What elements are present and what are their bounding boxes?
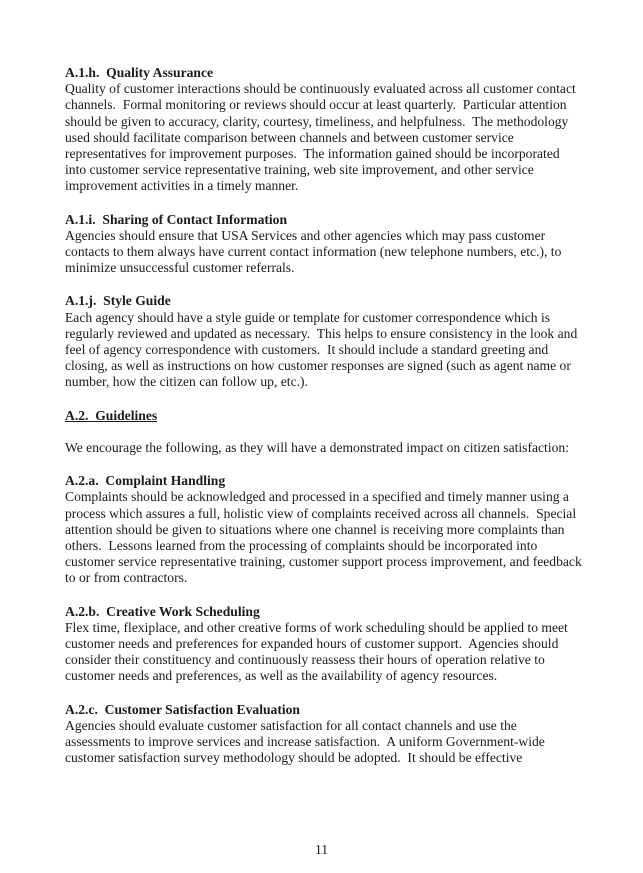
- section-paragraph: We encourage the following, as they will have a demonstrated impact on citizen satisfaction:: [65, 440, 569, 456]
- section-heading: A.1.h. Quality Assurance: [65, 65, 214, 80]
- document-content: [65, 65, 586, 784]
- section-heading: A.2.c. Customer Satisfaction Evaluation: [65, 701, 300, 717]
- section-paragraph: Flex time, flexiplace, and other creative forms of work scheduling should be applied to meet customer needs and preferences for expanded hours of customer support. Agencies should consider their constituency and continuously reassess their hours of operation relative to customer needs and preferences, as well as the availability of agency resources.: [65, 619, 572, 684]
- section-heading: A.1.j. Style Guide: [65, 293, 171, 309]
- page-number: 11: [314, 842, 329, 857]
- section-heading: A.2. Guidelines: [65, 407, 158, 423]
- section-style-guide: [65, 293, 583, 390]
- section-guidelines: [65, 408, 583, 457]
- section-creative-work-scheduling: [65, 604, 583, 685]
- section-complaint-handling: [65, 473, 586, 586]
- section-quality-assurance: [65, 65, 583, 195]
- section-paragraph: Agencies should ensure that USA Services and other agencies which may pass customer contacts to them always have current contact information (new telephone numbers, etc.), to minimize unsuccessful customer referrals.: [65, 227, 565, 276]
- section-customer-satisfaction-evaluation: [65, 702, 583, 767]
- section-paragraph: Agencies should evaluate customer satisfaction for all contact channels and use the assessments to improve services and increase satisfaction. A uniform Government-wide customer satisfaction survey methodology should be adopted. It should be effective: [65, 717, 549, 766]
- section-paragraph: Complaints should be acknowledged and processed in a specified and timely manner using a process which assures a full, holistic view of complaints received across all channels. Special attention should be given to situations where one channel is receiving more complaints than others. Lessons learned from the processing of complaints should be incorporated into customer service representative training, customer support process improvement, and feedback to or from contractors.: [65, 489, 586, 586]
- section-paragraph: Quality of customer interactions should be continuously evaluated across all customer contact channels. Formal monitoring or reviews should occur at least quarterly. Particular attention should be given to accuracy, clarity, courtesy, timeliness, and helpfulness. The methodology used should facilitate comparison between channels and between customer service representatives for improvement purposes. The information gained should be incorporated into customer service representative training, web site improvement, and other service improvement activities in a timely manner.: [65, 81, 580, 194]
- section-heading: A.2.b. Creative Work Scheduling: [65, 603, 260, 619]
- section-sharing-contact-information: [65, 212, 583, 277]
- section-heading: A.2.a. Complaint Handling: [65, 473, 226, 489]
- section-heading: A.1.i. Sharing of Contact Information: [65, 211, 288, 227]
- section-paragraph: Each agency should have a style guide or template for customer correspondence which is regularly reviewed and updated as necessary. This helps to ensure consistency in the look and feel of agency correspondence with customers. It should include a standard greeting and closing, as well as instructions on how customer responses are signed (such as agent name or number, how the citizen can follow up, etc.).: [65, 309, 581, 390]
